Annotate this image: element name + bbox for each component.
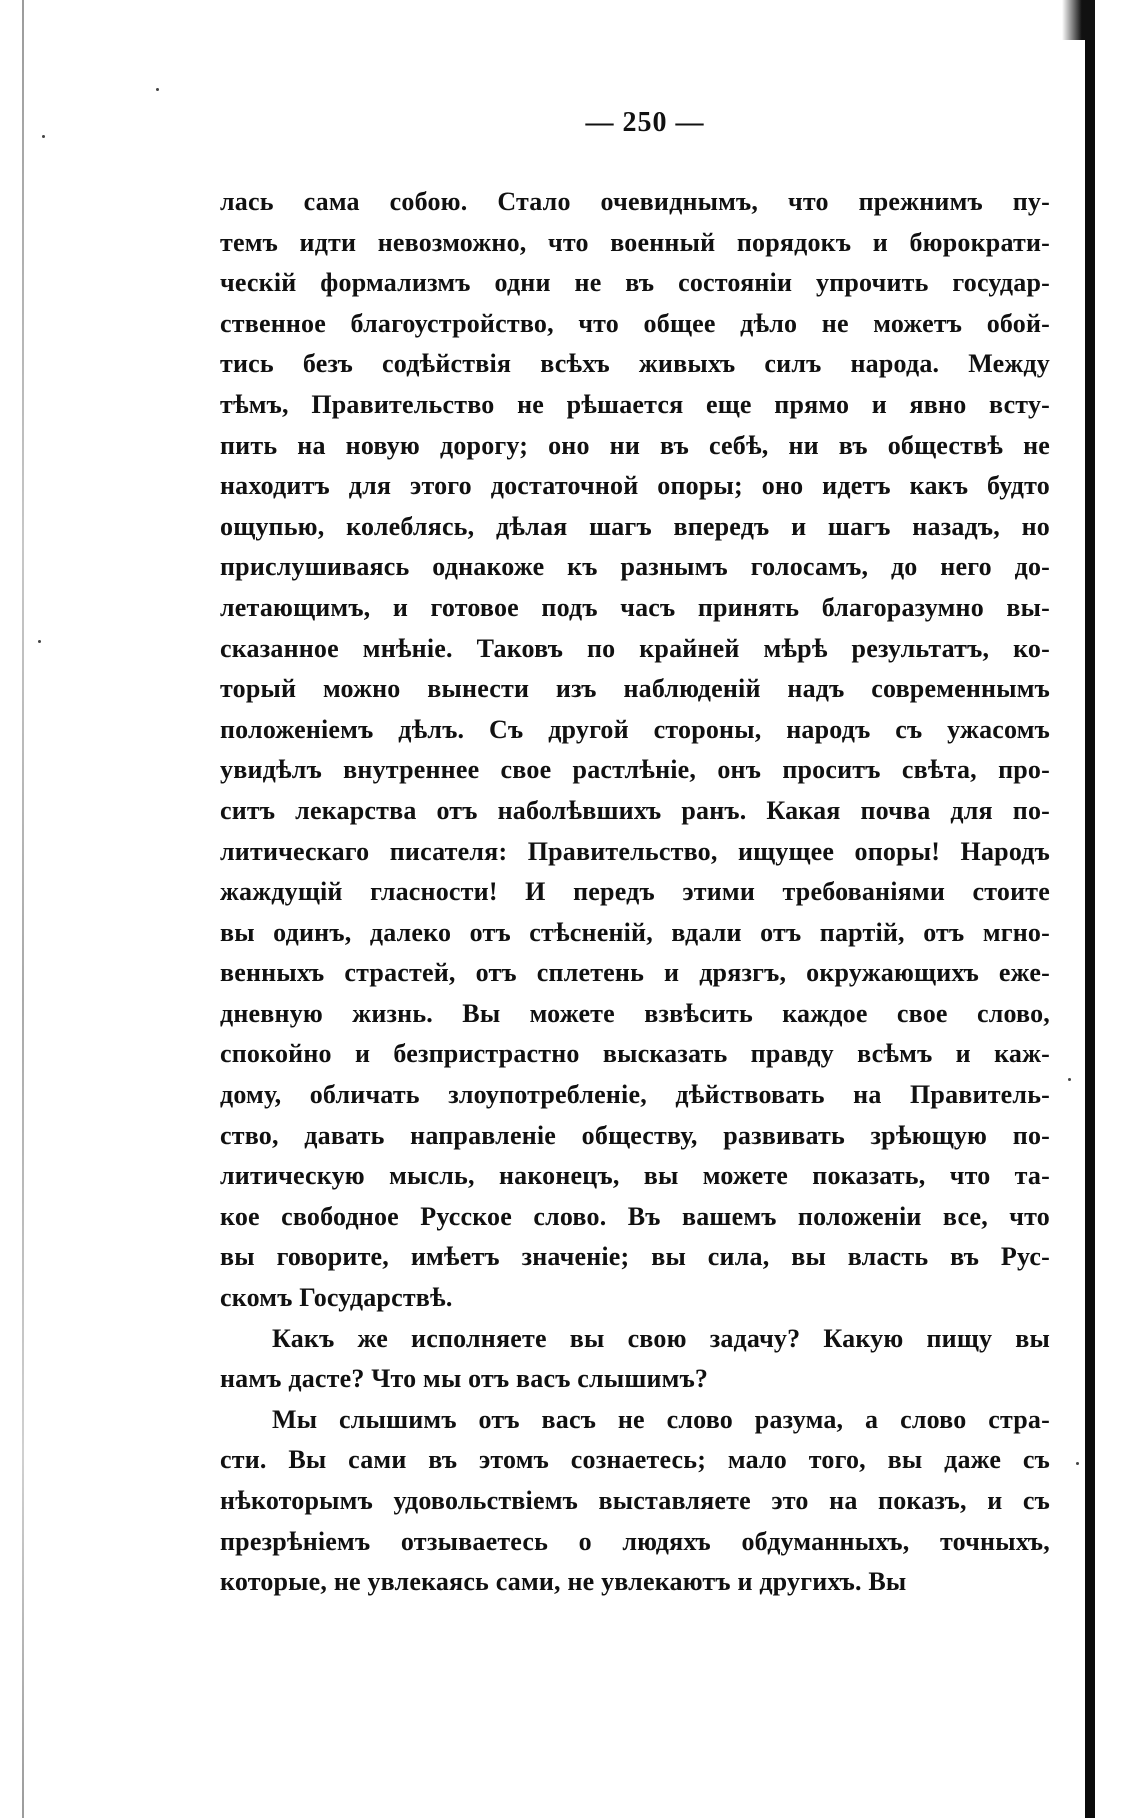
scan-left-edge xyxy=(22,0,24,1818)
text-line: находитъ для этого достаточной опоры; оно идетъ какъ будто xyxy=(220,471,1050,501)
text-line: кое свободное Русское слово. Въ вашемъ положеніи все, что xyxy=(220,1201,1050,1231)
text-line: ственное благоустройство, что общее дѣло не можетъ обой- xyxy=(220,308,1050,338)
scan-speck xyxy=(1068,1078,1071,1081)
text-line: спокойно и безпристрастно высказать правду всѣмъ и каж- xyxy=(220,1039,1050,1069)
text-line: дому, обличать злоупотребленіе, дѣйствовать на Правитель- xyxy=(220,1080,1050,1110)
text-line: сказанное мнѣніе. Таковъ по крайней мѣрѣ результатъ, ко- xyxy=(220,633,1050,663)
text-line: торый можно вынести изъ наблюденій надъ современнымъ xyxy=(220,674,1050,704)
text-line: тись безъ содѣйствія всѣхъ живыхъ силъ народа. Между xyxy=(220,349,1050,379)
text-line: ческій формализмъ одни не въ состояніи упрочить государ- xyxy=(220,268,1050,298)
text-line: Какъ же исполняете вы свою задачу? Какую пищу вы xyxy=(272,1323,1050,1353)
text-line: летающимъ, и готовое подъ часъ принять благоразумно вы- xyxy=(220,592,1050,622)
text-line: лась сама собою. Стало очевиднымъ, что прежнимъ пу- xyxy=(220,187,1050,216)
text-line: ситъ лекарства отъ наболѣвшихъ ранъ. Какая почва для по- xyxy=(220,795,1050,825)
text-line: темъ идти невозможно, что военный порядокъ и бюрократи- xyxy=(220,227,1050,257)
scan-speck xyxy=(38,640,41,643)
text-line: тѣмъ, Правительство не рѣшается еще прямо и явно всту- xyxy=(220,389,1050,419)
text-line: которые, не увлекаясь сами, не увлекаютъ и другихъ. Вы xyxy=(220,1567,907,1597)
scan-right-edge xyxy=(1085,0,1095,1818)
text-line: увидѣлъ внутреннее свое растлѣніе, онъ проситъ свѣта, про- xyxy=(220,755,1050,785)
scan-right-edge-top xyxy=(1062,0,1095,40)
text-line: литическую мысль, наконецъ, вы можете показать, что та- xyxy=(220,1161,1050,1191)
text-body xyxy=(220,182,1050,1603)
scan-speck xyxy=(1076,1462,1079,1465)
page-number: — 250 — xyxy=(585,107,705,138)
text-line: скомъ Государствѣ. xyxy=(220,1283,453,1313)
text-line: пить на новую дорогу; оно ни въ себѣ, ни въ обществѣ не xyxy=(220,430,1050,460)
text-line: нѣкоторымъ удовольствіемъ выставляете это на показъ, и съ xyxy=(220,1486,1050,1515)
text-line: вы одинъ, далеко отъ стѣсненій, вдали отъ партій, отъ мгно- xyxy=(220,917,1050,947)
text-line: венныхъ страстей, отъ сплетень и дрязгъ, окружающихъ еже- xyxy=(220,958,1050,988)
text-line: презрѣніемъ отзываетесь о людяхъ обдуманныхъ, точныхъ, xyxy=(220,1526,1050,1556)
text-line: вы говорите, имѣетъ значеніе; вы сила, вы власть въ Рус- xyxy=(220,1242,1050,1272)
text-line: сти. Вы сами въ этомъ сознаетесь; мало того, вы даже съ xyxy=(220,1445,1050,1475)
scan-speck xyxy=(156,88,159,91)
text-line: ство, давать направленіе обществу, развивать зрѣющую по- xyxy=(220,1120,1050,1150)
text-line: ощупью, колеблясь, дѣлая шагъ впередъ и шагъ назадъ, но xyxy=(220,511,1050,541)
text-line: жаждущій гласности! И передъ этими требованіями стоите xyxy=(220,877,1050,907)
text-line: литическаго писателя: Правительство, ищущее опоры! Народъ xyxy=(220,836,1050,866)
paragraph xyxy=(220,1400,1050,1603)
text-line: намъ дасте? Что мы отъ васъ слышимъ? xyxy=(220,1364,709,1394)
text-line: Мы слышимъ отъ васъ не слово разума, а слово стра- xyxy=(272,1404,1050,1434)
text-line: положеніемъ дѣлъ. Съ другой стороны, народъ съ ужасомъ xyxy=(220,714,1050,744)
text-line: дневную жизнь. Вы можете взвѣсить каждое свое слово, xyxy=(220,998,1050,1028)
paragraph xyxy=(220,1319,1050,1400)
text-line: прислушиваясь однакоже къ разнымъ голосамъ, до него до- xyxy=(220,552,1050,582)
paragraph xyxy=(220,182,1050,1319)
